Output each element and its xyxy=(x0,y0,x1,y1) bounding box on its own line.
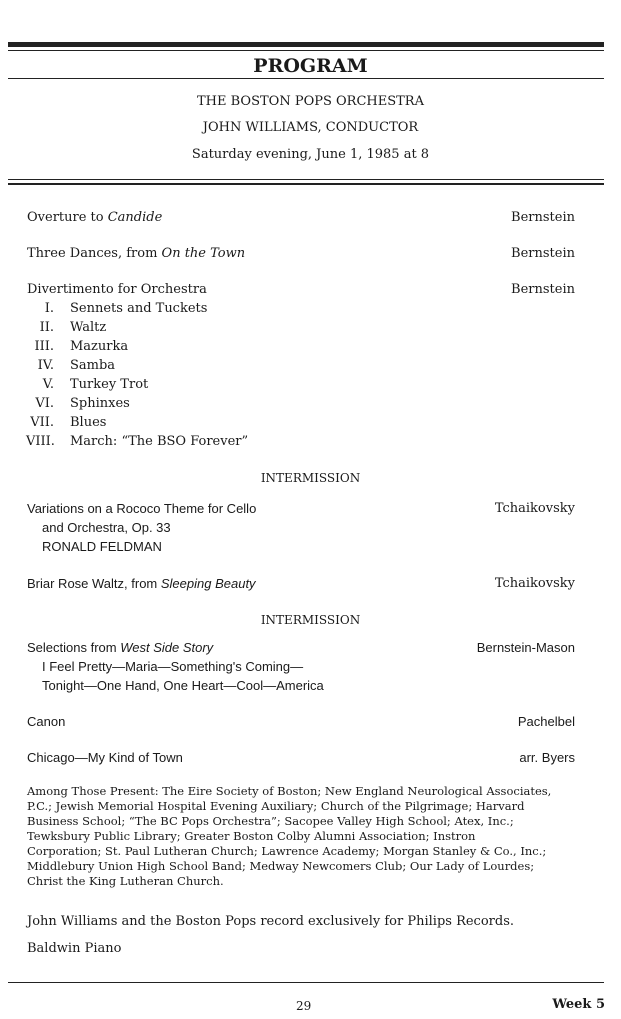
footer-rule xyxy=(8,982,604,983)
movement-name: March: “The BSO Forever” xyxy=(70,434,249,449)
movement-name: Samba xyxy=(70,358,116,373)
soloist: RONALD FELDMAN xyxy=(42,539,162,554)
top-thick-rule xyxy=(8,42,604,47)
among-present-line: Among Those Present: The Eire Society of Boston; New England Neurological Associates, xyxy=(27,784,552,798)
movement-name: Mazurka xyxy=(70,339,129,354)
piece-title: Variations on a Rococo Theme for Cello xyxy=(27,501,257,516)
among-present-line: P.C.; Jewish Memorial Hospital Evening Auxiliary; Church of the Pilgrimage; Harvard xyxy=(27,799,525,813)
top-thin-rule xyxy=(8,50,604,51)
movement-number: V. xyxy=(42,377,54,392)
movement-name: Blues xyxy=(70,415,107,430)
movement-name: Turkey Trot xyxy=(70,377,149,392)
piece-title: Overture to Candide xyxy=(27,210,163,225)
movement-number: II. xyxy=(39,320,54,335)
piece-title: Selections from West Side Story xyxy=(27,640,214,655)
piece-title: Divertimento for Orchestra xyxy=(27,282,207,297)
movement-number: VIII. xyxy=(26,434,55,449)
header-rule-2 xyxy=(8,183,604,185)
composer: Pachelbel xyxy=(517,714,575,729)
selections-line: Tonight—One Hand, One Heart—Cool—America xyxy=(42,678,324,693)
composer: Bernstein xyxy=(511,246,575,261)
orchestra-name: THE BOSTON POPS ORCHESTRA xyxy=(197,94,424,109)
piece-title-line2: and Orchestra, Op. 33 xyxy=(42,520,171,535)
among-present-line: Tewksbury Public Library; Greater Boston Colby Alumni Association; Instron xyxy=(27,829,476,843)
page-title: PROGRAM xyxy=(253,55,368,77)
week-label: Week 5 xyxy=(552,997,605,1012)
title-rule xyxy=(8,78,604,79)
movement-number: VII. xyxy=(30,415,54,430)
among-present-line: Business School; “The BC Pops Orchestra”; Sacopee Valley High School; Atex, Inc.; xyxy=(27,814,514,828)
movement-name: Waltz xyxy=(70,320,107,335)
selections-line: I Feel Pretty—Maria—Something's Coming— xyxy=(42,659,304,674)
composer: Bernstein xyxy=(511,282,575,297)
among-present-line: Corporation; St. Paul Lutheran Church; Lawrence Academy; Morgan Stanley & Co., Inc.; xyxy=(27,844,547,858)
intermission-label: INTERMISSION xyxy=(260,471,361,485)
movement-name: Sphinxes xyxy=(70,396,130,411)
movement-number: III. xyxy=(34,339,54,354)
concert-date: Saturday evening, June 1, 1985 at 8 xyxy=(191,147,430,162)
records-note: John Williams and the Boston Pops record exclusively for Philips Records. xyxy=(27,914,514,929)
piece-title: Chicago—My Kind of Town xyxy=(27,750,183,765)
movement-number: I. xyxy=(44,301,54,316)
header-rule-1 xyxy=(8,179,604,180)
composer: arr. Byers xyxy=(519,750,575,765)
among-present-line: Middlebury Union High School Band; Medway Newcomers Club; Our Lady of Lourdes; xyxy=(27,859,535,873)
conductor-name: JOHN WILLIAMS, CONDUCTOR xyxy=(202,120,419,135)
piece-title: Canon xyxy=(27,714,66,729)
composer: Tchaikovsky xyxy=(494,576,575,591)
movement-name: Sennets and Tuckets xyxy=(70,301,208,316)
composer: Bernstein-Mason xyxy=(476,640,575,655)
piano-note: Baldwin Piano xyxy=(27,941,122,956)
composer: Tchaikovsky xyxy=(494,501,575,516)
among-present-line: Christ the King Lutheran Church. xyxy=(27,874,224,888)
movement-number: IV. xyxy=(37,358,54,373)
piece-title: Briar Rose Waltz, from Sleeping Beauty xyxy=(27,576,256,591)
intermission-label: INTERMISSION xyxy=(260,613,361,627)
page-number: 29 xyxy=(296,999,312,1013)
piece-title: Three Dances, from On the Town xyxy=(27,246,246,261)
composer: Bernstein xyxy=(511,210,575,225)
movement-number: VI. xyxy=(35,396,54,411)
